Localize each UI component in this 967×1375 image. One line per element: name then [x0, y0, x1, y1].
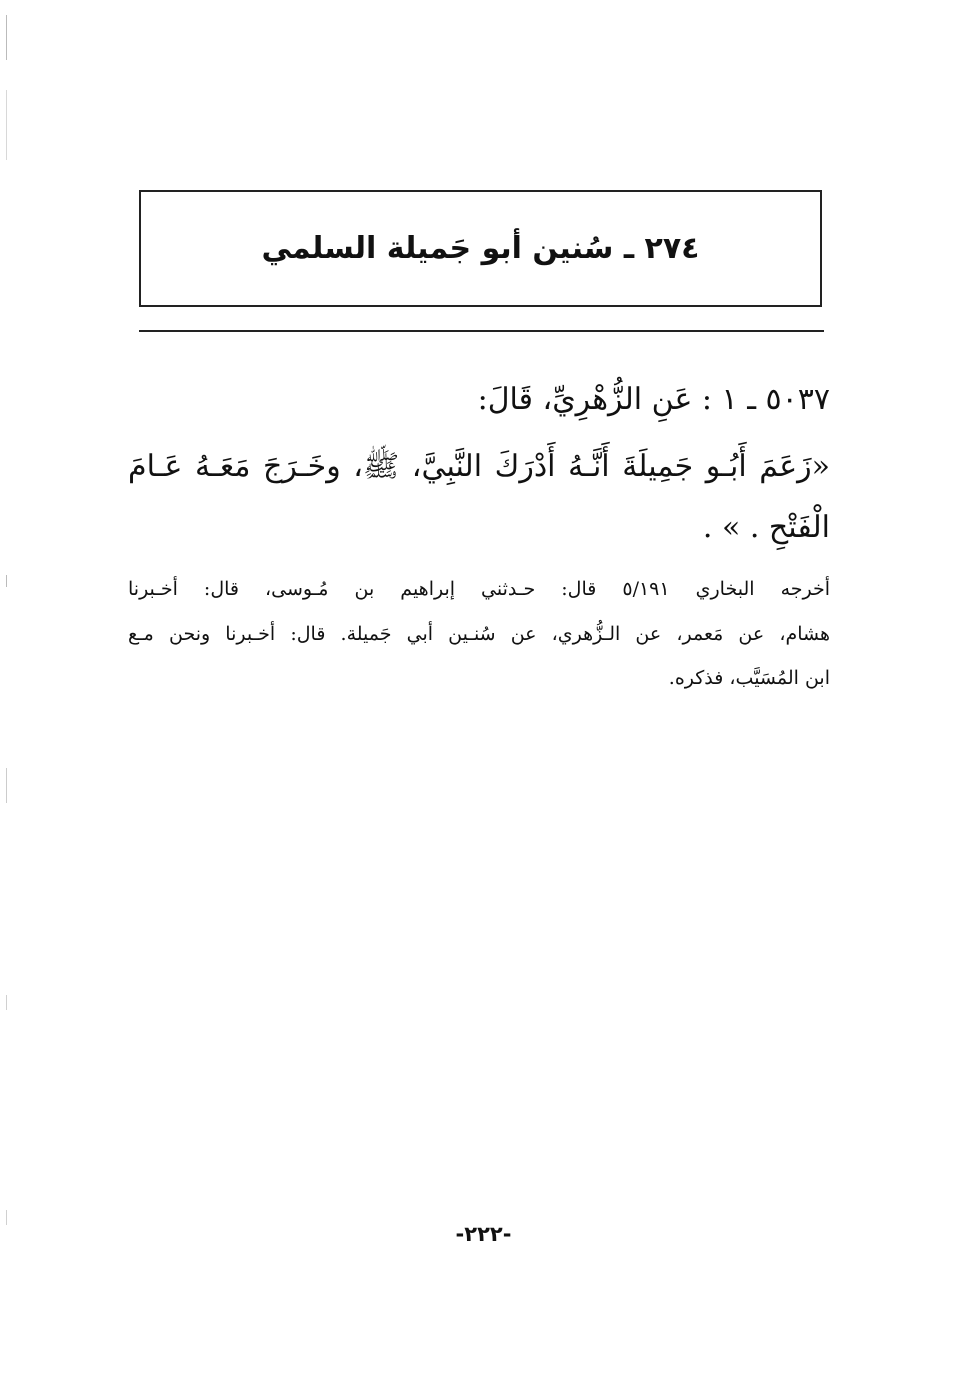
scan-edge-mark — [6, 575, 7, 587]
scan-edge-mark — [6, 995, 7, 1010]
takhrij-line: هشام، عن مَعمر، عن الـزُّهري، عن سُنـين أبي جَميلة. قال: أخـبرنا ونحن مـع — [128, 623, 830, 645]
chapter-title: ٢٧٤ ـ سُنين أبو جَميلة السلمي — [261, 231, 700, 266]
hadith-text-line: الْفَتْحِ . » . — [702, 510, 830, 545]
takhrij-line: أخرجه البخاري ٥/١٩١ قال: حـدثني إبراهيم بن مُـوسى، قال: أخـبرنا — [128, 578, 831, 600]
scan-edge-mark — [6, 768, 7, 803]
takhrij-line: ابن المُسَيَّب، فذكره. — [668, 667, 830, 689]
scan-edge-mark — [6, 90, 7, 160]
title-divider — [139, 330, 824, 332]
scan-edge-mark — [6, 15, 7, 60]
hadith-text-line: «زَعَمَ أَبُـو جَمِيلَةَ أَنَّـهُ أَدْرَكَ النَّبِيَّ، ﷺ، وخَـرَجَ مَعَـهُ عَـامَ — [128, 449, 830, 484]
hadith-heading: ٥٠٣٧ ـ ١ : عَنِ الزُّهْرِيِّ، قَالَ: — [477, 382, 830, 417]
chapter-title-box — [139, 190, 822, 307]
page-number: -٢٢٢- — [455, 1222, 512, 1246]
